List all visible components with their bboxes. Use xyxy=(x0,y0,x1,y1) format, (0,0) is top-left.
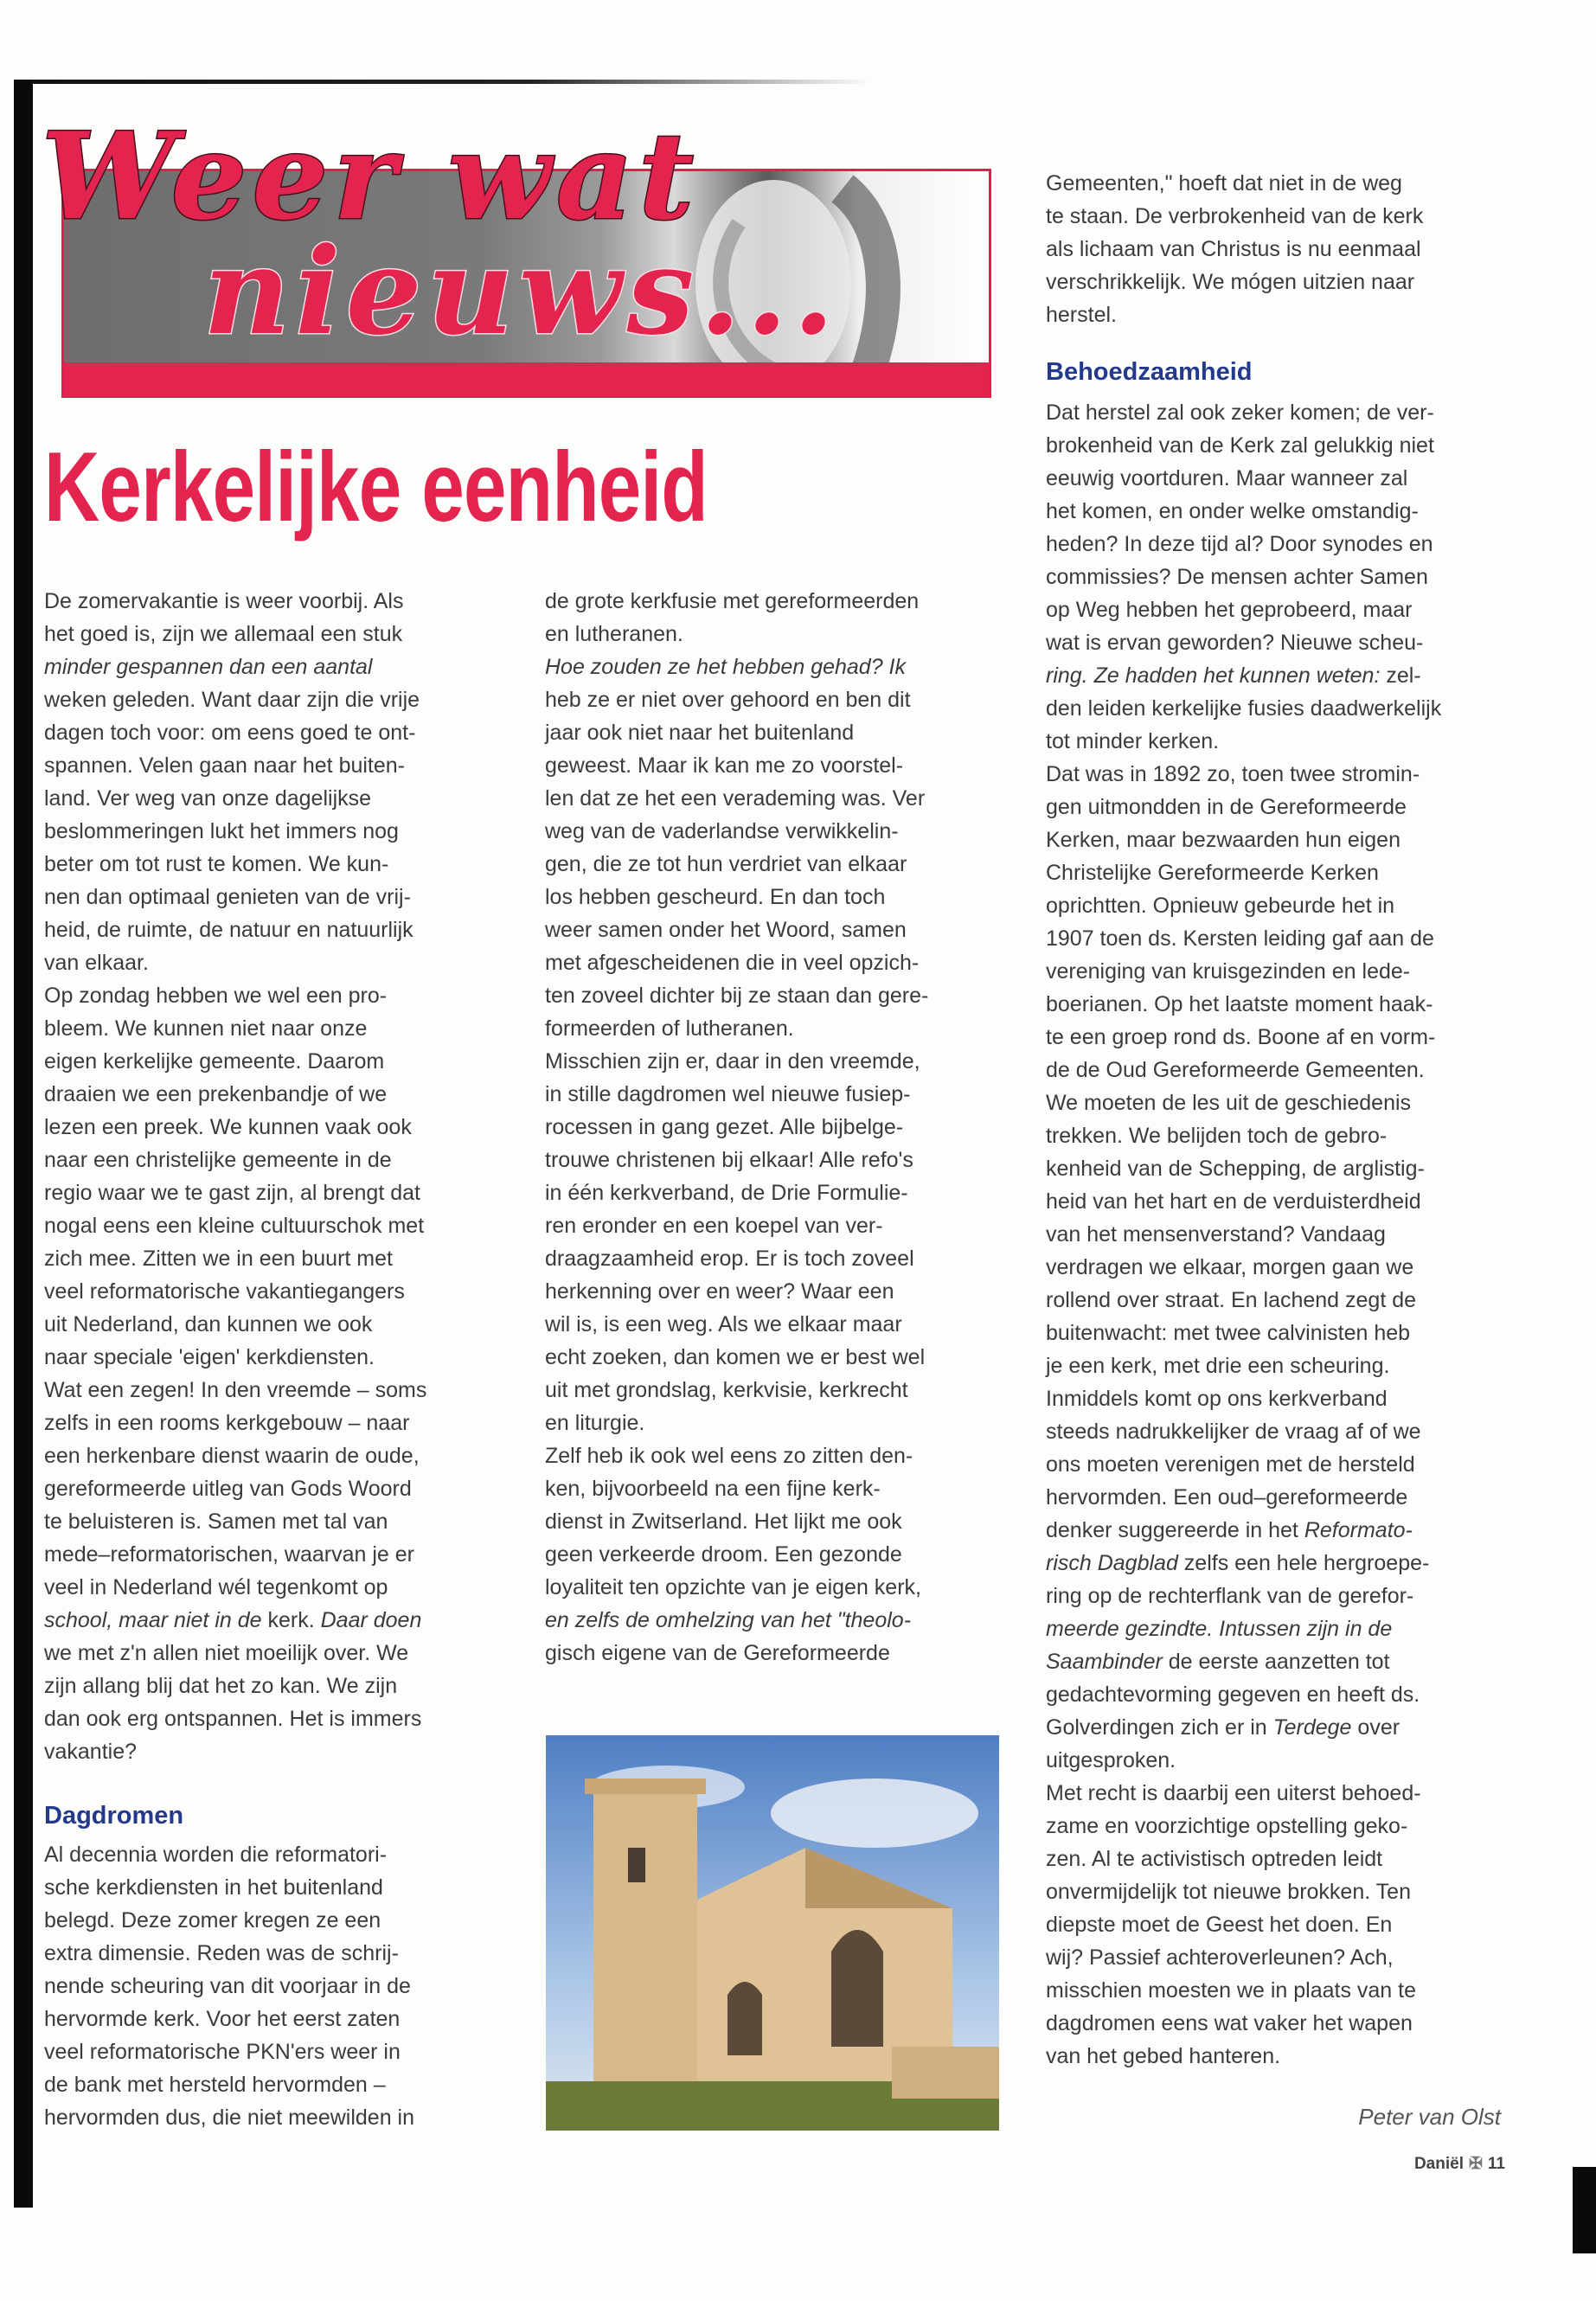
text-line: eeuwig voortduren. Maar wanneer zal xyxy=(1046,466,1408,490)
text-line: dagen toch voor: om eens goed te ont- xyxy=(44,721,416,745)
text-line: nen dan optimaal genieten van de vrij- xyxy=(44,885,411,909)
text-line: Saambinder de eerste aanzetten tot xyxy=(1046,1650,1390,1674)
scan-edge-left xyxy=(14,80,33,2208)
text-line: ten zoveel dichter bij ze staan dan gere- xyxy=(545,984,929,1008)
text-line: op Weg hebben het geprobeerd, maar xyxy=(1046,598,1413,622)
text-line: beslommeringen lukt het immers nog xyxy=(44,819,399,843)
text-line: zich mee. Zitten we in een buurt met xyxy=(44,1247,393,1271)
text-line: zame en voorzichtige opstelling geko- xyxy=(1046,1814,1408,1838)
text-line: de bank met hersteld hervormden – xyxy=(44,2073,386,2097)
text-line: geweest. Maar ik kan me zo voorstel- xyxy=(545,753,904,778)
page-footer xyxy=(1414,2154,1505,2174)
text-line: te staan. De verbrokenheid van de kerk xyxy=(1046,204,1424,228)
text-line: de de Oud Gereformeerde Gemeenten. xyxy=(1046,1058,1425,1082)
text-line: weg van de vaderlandse verwikkelin- xyxy=(545,819,899,843)
text-line: tot minder kerken. xyxy=(1046,729,1220,753)
text-line: heden? In deze tijd al? Door synodes en xyxy=(1046,532,1433,556)
text-line: regio waar we te gast zijn, al brengt dat xyxy=(44,1181,420,1205)
text-line: gedachtevorming gegeven en heeft ds. xyxy=(1046,1682,1420,1707)
text-line: sche kerkdiensten in het buitenland xyxy=(44,1875,383,1900)
text-line xyxy=(545,651,1012,683)
text-line: echt zoeken, dan komen we er best wel xyxy=(545,1345,926,1369)
text-line: zelfs in een rooms kerkgebouw – naar xyxy=(44,1411,410,1435)
text-line: Kerken, maar bezwaarden hun eigen xyxy=(1046,828,1401,852)
italic-text: Reformato- xyxy=(1304,1518,1413,1542)
text-line: eigen kerkelijke gemeente. Daarom xyxy=(44,1049,385,1074)
text-line: trekken. We belijden toch de gebro- xyxy=(1046,1124,1388,1148)
italic-text: meerde gezindte. Intussen zijn in de xyxy=(1046,1617,1393,1641)
text-line: 1907 toen ds. Kersten leiding gaf aan de xyxy=(1046,926,1434,951)
text-line: oprichtten. Opnieuw gebeurde het in xyxy=(1046,894,1395,918)
text-line: len dat ze het een verademing was. Ver xyxy=(545,786,926,811)
page-number: 11 xyxy=(1487,2155,1505,2173)
text-line: den leiden kerkelijke fusies daadwerkelijk xyxy=(1046,696,1442,721)
italic-text: Terdege xyxy=(1272,1715,1352,1740)
text-line: met afgescheidenen die in veel opzich- xyxy=(545,951,920,975)
text-line: veel in Nederland wél tegenkomt op xyxy=(44,1575,388,1599)
text-line: formeerden of lutheranen. xyxy=(545,1016,794,1041)
text-line: wij? Passief achteroverleunen? Ach, xyxy=(1046,1945,1394,1970)
text-line: gen uitmondden in de Gereformeerde xyxy=(1046,795,1407,819)
text-line: verschrikkelijk. We mógen uitzien naar xyxy=(1046,270,1415,294)
text-line: diepste moet de Geest het doen. En xyxy=(1046,1913,1393,1937)
italic-text: minder gespannen dan een aantal xyxy=(44,655,373,679)
text-line: veel reformatorische PKN'ers weer in xyxy=(44,2040,401,2064)
text-line: dagdromen eens wat vaker het wapen xyxy=(1046,2011,1413,2035)
text-line: en liturgie. xyxy=(545,1411,645,1435)
text-line: misschien moesten we in plaats van te xyxy=(1046,1978,1416,2003)
scan-edge-right xyxy=(1573,2167,1596,2253)
text-line: Inmiddels komt op ons kerkverband xyxy=(1046,1387,1388,1411)
text-line: dan ook erg ontspannen. Het is immers xyxy=(44,1707,422,1731)
text-line: en lutheranen. xyxy=(545,622,683,646)
text-line: Wat een zegen! In den vreemde – soms xyxy=(44,1378,427,1402)
italic-text: ring. Ze hadden het kunnen weten: xyxy=(1046,663,1381,688)
section-heading: Behoedzaamheid xyxy=(1046,358,1253,386)
text-line: risch Dagblad zelfs een hele hergroepe- xyxy=(1046,1551,1430,1575)
text-line: jaar ook niet naar het buitenland xyxy=(545,721,855,745)
text-line: dienst in Zwitserland. Het lijkt me ook xyxy=(545,1509,902,1534)
italic-text: Hoe zouden ze het hebben gehad? Ik xyxy=(545,655,907,679)
article-column-1 xyxy=(44,585,511,2134)
text-line: veel reformatorische vakantiegangers xyxy=(44,1279,405,1304)
text-line: belegd. Deze zomer kregen ze een xyxy=(44,1908,381,1932)
magazine-name: Daniël xyxy=(1413,2155,1464,2173)
text-line: in één kerkverband, de Drie Formulie- xyxy=(545,1181,908,1205)
text-line: gen, die ze tot hun verdriet van elkaar xyxy=(545,852,907,876)
text-line: uit met grondslag, kerkvisie, kerkrecht xyxy=(545,1378,908,1402)
text-line: rocessen in gang gezet. Alle bijbelge- xyxy=(545,1115,904,1139)
text-line xyxy=(44,651,511,683)
text-line: ren eronder en een koepel van ver- xyxy=(545,1214,883,1238)
banner-red-band xyxy=(64,362,989,395)
text-line: een herkenbare dienst waarin de oude, xyxy=(44,1444,420,1468)
text-line: Christelijke Gereformeerde Kerken xyxy=(1046,861,1379,885)
text-line: commissies? De mensen achter Samen xyxy=(1046,565,1428,589)
cross-icon: ✠ xyxy=(1468,2155,1483,2173)
text-line: Met recht is daarbij een uiterst behoed- xyxy=(1046,1781,1421,1805)
section-heading: Dagdromen xyxy=(44,1802,184,1830)
article-column-2 xyxy=(545,585,1012,1670)
italic-text: Daar doen xyxy=(320,1608,422,1632)
text-line: beter om tot rust te komen. We kun- xyxy=(44,852,389,876)
text-line: herkenning over en weer? Waar een xyxy=(545,1279,894,1304)
text-line: vakantie? xyxy=(44,1740,138,1764)
text-line: het goed is, zijn we allemaal een stuk xyxy=(44,622,403,646)
text-line: De zomervakantie is weer voorbij. Als xyxy=(44,589,404,613)
text-line: te beluisteren is. Samen met tal van xyxy=(44,1509,388,1534)
kicker-line-1: Weer wat xyxy=(42,106,700,247)
text-line: buitenwacht: met twee calvinisten heb xyxy=(1046,1321,1411,1345)
text-line: naar een christelijke gemeente in de xyxy=(44,1148,392,1172)
text-line: school, maar niet in de kerk. Daar doen xyxy=(44,1608,422,1632)
text-line: heb ze er niet over gehoord en ben dit xyxy=(545,688,911,712)
text-line: herstel. xyxy=(1046,303,1117,327)
text-line xyxy=(1046,1612,1513,1645)
text-line: de grote kerkfusie met gereformeerden xyxy=(545,589,920,613)
text-line: trouwe christenen bij elkaar! Alle refo's xyxy=(545,1148,913,1172)
text-line: los hebben gescheurd. En dan toch xyxy=(545,885,886,909)
text-line: uitgesproken. xyxy=(1046,1748,1176,1772)
text-line: nogal eens een kleine cultuurschok met xyxy=(44,1214,425,1238)
text-line: vereniging van kruisgezinden en lede- xyxy=(1046,959,1411,984)
text-line: als lichaam van Christus is nu eenmaal xyxy=(1046,237,1421,261)
text-line: het komen, en onder welke omstandig- xyxy=(1046,499,1419,523)
text-line: te een groep rond ds. Boone af en vorm- xyxy=(1046,1025,1436,1049)
text-line: wat is ervan geworden? Nieuwe scheu- xyxy=(1046,631,1424,655)
text-line: Dat was in 1892 zo, toen twee stromin- xyxy=(1046,762,1420,786)
text-line: hervormden. Een oud–gereformeerde xyxy=(1046,1485,1408,1509)
text-line: draaien we een prekenbandje of we xyxy=(44,1082,388,1106)
text-line: wil is, is een weg. Als we elkaar maar xyxy=(545,1312,902,1336)
text-line: nende scheuring van dit voorjaar in de xyxy=(44,1974,411,1998)
text-line: heid, de ruimte, de natuur en natuurlijk xyxy=(44,918,413,942)
text-line: je een kerk, met drie een scheuring. xyxy=(1046,1354,1390,1378)
text-line: We moeten de les uit de geschiedenis xyxy=(1046,1091,1412,1115)
text-line: boerianen. Op het laatste moment haak- xyxy=(1046,992,1433,1016)
text-line: Golverdingen zich er in Terdege over xyxy=(1046,1715,1401,1740)
text-line: rollend over straat. En lachend zegt de xyxy=(1046,1288,1417,1312)
text-line: ken, bijvoorbeeld na een fijne kerk- xyxy=(545,1477,881,1501)
text-line: hervormde kerk. Voor het eerst zaten xyxy=(44,2007,401,2031)
text-line: uit Nederland, dan kunnen we ook xyxy=(44,1312,373,1336)
text-line: bleem. We kunnen niet naar onze xyxy=(44,1016,368,1041)
text-line: weken geleden. Want daar zijn die vrije xyxy=(44,688,420,712)
text-line: brokenheid van de Kerk zal gelukkig niet xyxy=(1046,433,1434,458)
scan-edge-top xyxy=(14,80,870,84)
text-line: draagzaamheid erop. Er is toch zoveel xyxy=(545,1247,914,1271)
text-line: extra dimensie. Reden was de schrij- xyxy=(44,1941,399,1965)
text-line: van elkaar. xyxy=(44,951,149,975)
text-line: gereformeerde uitleg van Gods Woord xyxy=(44,1477,412,1501)
text-line: we met z'n allen niet moeilijk over. We xyxy=(44,1641,409,1665)
text-line: Zelf heb ik ook wel eens zo zitten den- xyxy=(545,1444,913,1468)
article-column-3 xyxy=(1046,167,1513,2073)
text-line: onvermijdelijk tot nieuwe brokken. Ten xyxy=(1046,1880,1411,1904)
text-line: heid van het hart en de verduisterdheid xyxy=(1046,1189,1421,1214)
text-line: mede–reformatorischen, waarvan je er xyxy=(44,1542,414,1567)
author-signature: Peter van Olst xyxy=(1358,2104,1501,2130)
text-line: weer samen onder het Woord, samen xyxy=(545,918,907,942)
text-line: Misschien zijn er, daar in den vreemde, xyxy=(545,1049,920,1074)
text-line: Dat herstel zal ook zeker komen; de ver- xyxy=(1046,401,1434,425)
church-photo xyxy=(546,1735,999,2131)
text-line: spannen. Velen gaan naar het buiten- xyxy=(44,753,406,778)
article-headline: Kerkelijke eenheid xyxy=(44,433,708,542)
italic-text: en zelfs de omhelzing van het "theolo- xyxy=(545,1608,912,1632)
text-line: ons moeten verenigen met de hersteld xyxy=(1046,1452,1415,1477)
text-line: kenheid van de Schepping, de arglistig- xyxy=(1046,1157,1425,1181)
text-line: Al decennia worden die reformatori- xyxy=(44,1843,388,1867)
text-line: zijn allang blij dat het zo kan. We zijn xyxy=(44,1674,398,1698)
text-line: van het mensenverstand? Vandaag xyxy=(1046,1222,1386,1247)
text-line: land. Ver weg van onze dagelijkse xyxy=(44,786,372,811)
text-line: geen verkeerde droom. Een gezonde xyxy=(545,1542,902,1567)
text-line: Gemeenten," hoeft dat niet in de weg xyxy=(1046,171,1402,195)
text-line: van het gebed hanteren. xyxy=(1046,2044,1281,2068)
italic-text: school, maar niet in de xyxy=(44,1608,262,1632)
kicker-line-2: nieuws... xyxy=(203,221,840,362)
text-line: hervormden dus, die niet meewilden in xyxy=(44,2106,415,2130)
text-line: ring op de rechterflank van de gerefor- xyxy=(1046,1584,1414,1608)
text-line: steeds nadrukkelijker de vraag af of we xyxy=(1046,1420,1421,1444)
text-line: in stille dagdromen wel nieuwe fusiep- xyxy=(545,1082,911,1106)
text-line: zen. Al te activistisch optreden leidt xyxy=(1046,1847,1383,1871)
text-line: Op zondag hebben we wel een pro- xyxy=(44,984,388,1008)
italic-text: Saambinder xyxy=(1046,1650,1163,1674)
text-line xyxy=(545,1604,1012,1637)
text-line: loyaliteit ten opzichte van je eigen kerk, xyxy=(545,1575,921,1599)
text-line: gisch eigene van de Gereformeerde xyxy=(545,1641,890,1665)
text-line: naar speciale 'eigen' kerkdiensten. xyxy=(44,1345,375,1369)
text-line: ring. Ze hadden het kunnen weten: zel- xyxy=(1046,663,1421,688)
text-line: verdragen we elkaar, morgen gaan we xyxy=(1046,1255,1414,1279)
text-line: lezen een preek. We kunnen vaak ook xyxy=(44,1115,412,1139)
italic-text: risch Dagblad xyxy=(1046,1551,1178,1575)
text-line: denker suggereerde in het Reformato- xyxy=(1046,1518,1413,1542)
